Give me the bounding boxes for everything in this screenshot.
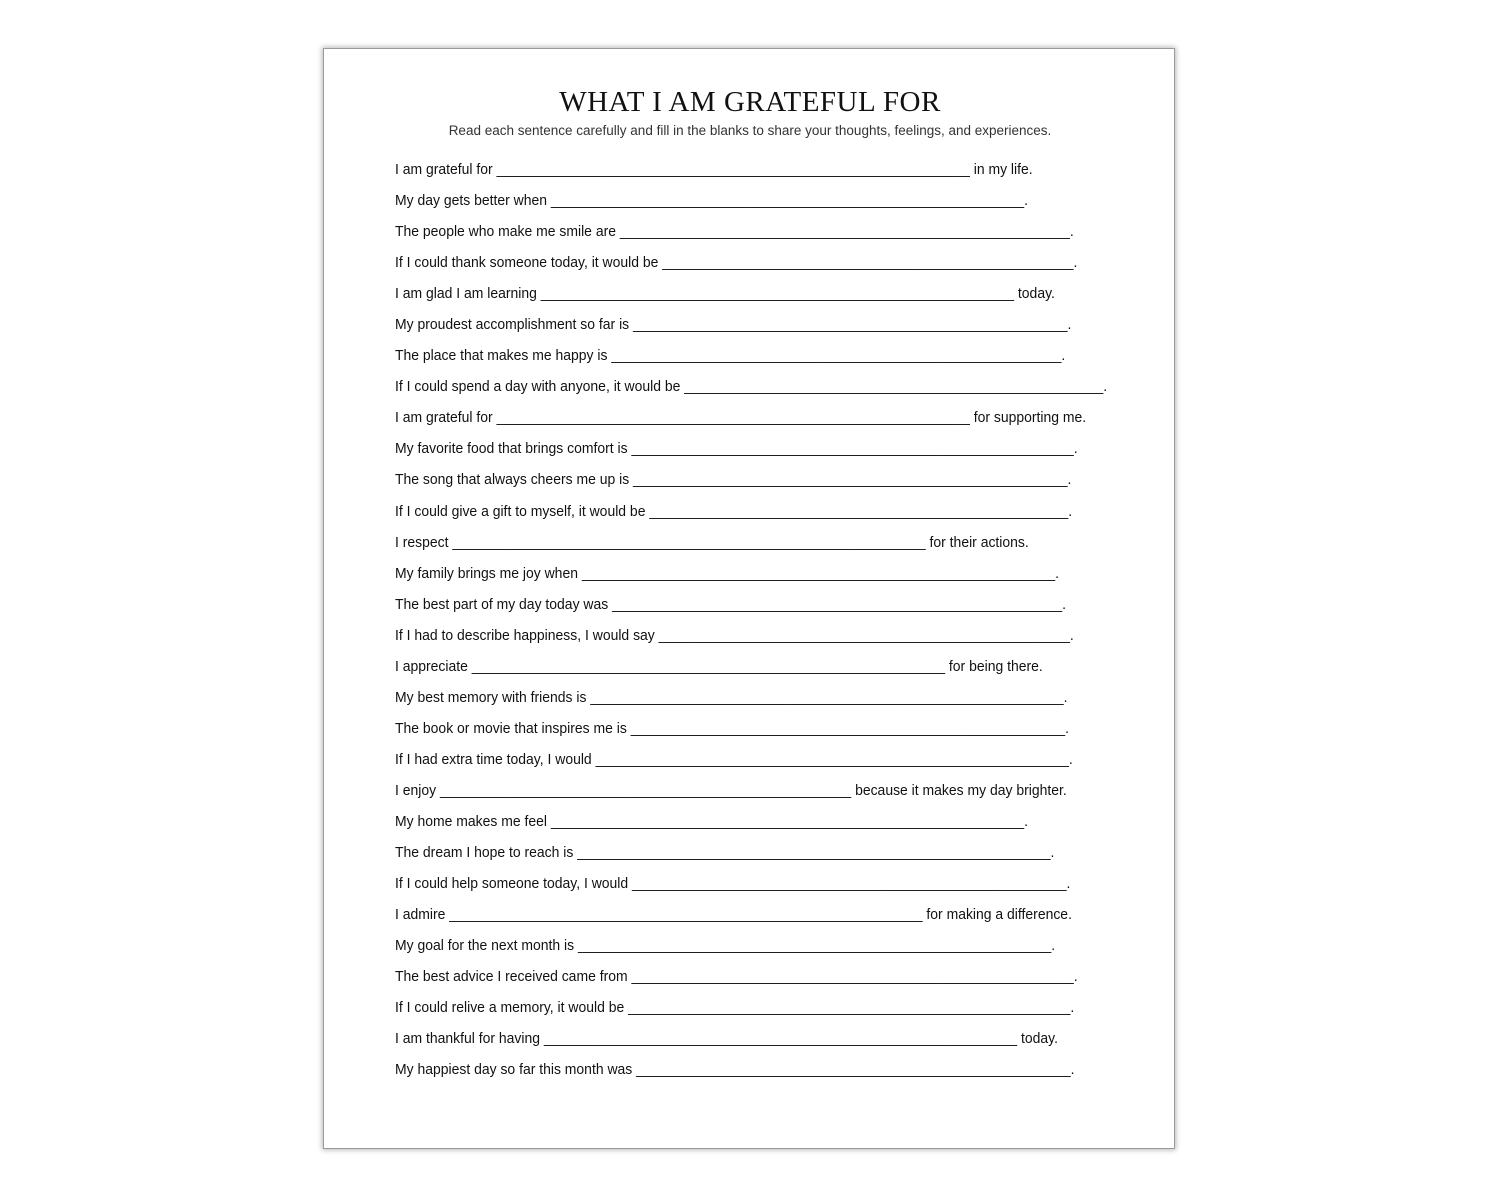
prompt-line (395, 903, 1107, 934)
prompt-text: My day gets better when (395, 192, 551, 210)
prompt-line (395, 779, 1107, 810)
prompt-ending: today. (1014, 285, 1055, 303)
prompt-line (395, 375, 1107, 406)
prompt-line (395, 437, 1107, 468)
prompt-text: If I could spend a day with anyone, it would be (395, 378, 685, 396)
fill-in-blank[interactable]: _____________________________________________________________ (449, 906, 923, 924)
fill-in-blank[interactable]: _____________________________________________________________ (550, 812, 1025, 830)
prompt-ending: because it makes my day brighter. (851, 781, 1067, 799)
prompt-ending: for supporting me. (969, 409, 1087, 427)
prompt-text: I admire (395, 906, 450, 924)
prompt-line (395, 251, 1107, 282)
fill-in-blank[interactable]: _________________________________________________________ (631, 440, 1074, 458)
prompt-text: My favorite food that brings comfort is (395, 440, 632, 458)
prompt-line (395, 872, 1107, 903)
fill-in-blank[interactable]: _____________________________________________________________ (550, 192, 1025, 210)
prompt-ending: . (1068, 502, 1073, 520)
prompt-ending: . (1065, 719, 1070, 737)
prompt-ending: . (1067, 316, 1072, 334)
prompt-line (395, 158, 1107, 189)
prompt-line (395, 748, 1107, 779)
prompt-text: If I could give a gift to myself, it would be (395, 502, 650, 520)
fill-in-blank[interactable]: ________________________________________________________ (636, 1061, 1071, 1079)
prompt-line (395, 655, 1107, 686)
prompt-line (395, 996, 1107, 1027)
prompt-ending: . (1070, 999, 1075, 1017)
fill-in-blank[interactable]: _____________________________________________________________ (471, 657, 946, 675)
fill-in-blank[interactable]: _____________________________________________________________ (577, 844, 1051, 862)
prompt-line (395, 810, 1107, 841)
fill-in-blank[interactable]: _________________________________________________________ (631, 968, 1074, 986)
fill-in-blank[interactable]: _____________________________________________________________ (595, 750, 1069, 768)
fill-in-blank[interactable]: ______________________________________________________ (649, 502, 1069, 520)
prompt-line (395, 220, 1107, 251)
prompt-ending: today. (1017, 1030, 1059, 1048)
prompt-text: The dream I hope to reach is (395, 844, 578, 862)
fill-in-blank[interactable]: ______________________________________________________ (684, 378, 1104, 396)
prompt-text: The best part of my day today was (395, 595, 613, 613)
prompt-ending: . (1069, 223, 1074, 241)
prompt-ending: . (1069, 626, 1074, 644)
prompt-ending: . (1103, 378, 1108, 396)
fill-in-blank[interactable]: _____________________________________________________________ (452, 533, 926, 551)
prompt-text: The song that always cheers me up is (395, 471, 634, 489)
prompt-line (395, 313, 1107, 344)
prompt-text: If I could help someone today, I would (395, 875, 633, 893)
fill-in-blank[interactable]: ________________________________________________________ (633, 471, 1068, 489)
prompt-ending: . (1063, 688, 1068, 706)
prompt-text: I am grateful for (395, 161, 497, 178)
fill-in-blank[interactable]: _____________________________________________________________ (590, 688, 1064, 706)
fill-in-blank[interactable]: ________________________________________________________ (630, 719, 1066, 737)
prompt-text: The book or movie that inspires me is (395, 719, 631, 737)
prompt-ending: . (1073, 968, 1078, 986)
prompt-text: My happiest day so far this month was (395, 1061, 637, 1079)
fill-in-blank[interactable]: _____________________________________________________________ (496, 161, 970, 178)
prompt-ending: . (1024, 812, 1028, 830)
prompt-text: I respect (395, 533, 453, 551)
prompt-line (395, 500, 1107, 531)
prompt-ending: for their actions. (925, 533, 1029, 551)
fill-in-blank[interactable]: __________________________________________________________ (612, 595, 1063, 613)
prompt-ending: . (1050, 844, 1055, 862)
prompt-ending: . (1061, 347, 1066, 365)
prompt-text: I am grateful for (395, 409, 497, 427)
prompt-line (395, 934, 1107, 965)
prompt-ending: . (1067, 471, 1072, 489)
prompt-ending: . (1066, 875, 1071, 893)
prompt-ending: . (1068, 750, 1073, 768)
prompt-line (395, 1058, 1107, 1089)
prompt-line (395, 531, 1107, 562)
prompt-line (395, 686, 1107, 717)
prompt-text: The place that makes me happy is (395, 347, 612, 365)
prompt-line (395, 624, 1107, 655)
prompt-text: I am glad I am learning (395, 285, 541, 303)
prompt-line (395, 593, 1107, 624)
prompt-ending: . (1062, 595, 1066, 613)
prompt-line (395, 189, 1107, 220)
prompt-text: My family brings me joy when (395, 564, 582, 582)
fill-in-blank[interactable]: ________________________________________________________ (632, 875, 1067, 893)
prompt-ending: . (1070, 1061, 1075, 1079)
fill-in-blank[interactable]: __________________________________________________________ (619, 223, 1070, 241)
prompt-text: The best advice I received came from (395, 968, 632, 986)
prompt-line (395, 562, 1107, 593)
prompt-text: If I had extra time today, I would (395, 750, 596, 768)
fill-in-blank[interactable]: _____________________________________________________________ (540, 285, 1015, 303)
prompt-text: I appreciate (395, 657, 472, 675)
prompt-line (395, 282, 1107, 313)
prompt-text: The people who make me smile are (395, 223, 620, 241)
fill-in-blank[interactable]: _____________________________________________________________ (577, 937, 1052, 955)
fill-in-blank[interactable]: __________________________________________________________ (611, 347, 1062, 365)
prompt-text: If I had to describe happiness, I would say (395, 626, 659, 644)
prompt-text: If I could relive a memory, it would be (395, 999, 629, 1017)
prompt-ending: for making a difference. (922, 906, 1072, 924)
fill-in-blank[interactable]: ________________________________________________________ (633, 316, 1068, 334)
prompt-text: If I could thank someone today, it would be (395, 254, 663, 272)
prompt-line (395, 344, 1107, 375)
prompt-list (395, 158, 1161, 1089)
prompt-line (395, 717, 1107, 748)
fill-in-blank[interactable]: _____________________________________________________ (662, 254, 1074, 272)
prompt-line (395, 468, 1107, 499)
prompt-ending: for being there. (945, 657, 1043, 675)
prompt-ending: in my life. (969, 161, 1033, 178)
page-title: WHAT I AM GRATEFUL FOR (559, 86, 941, 118)
prompt-ending: . (1073, 254, 1078, 272)
prompt-text: My home makes me feel (395, 812, 551, 830)
prompt-text: My goal for the next month is (395, 937, 578, 955)
fill-in-blank[interactable]: _________________________________________________________ (628, 999, 1071, 1017)
prompt-line (395, 1027, 1107, 1058)
prompt-text: I am thankful for having (395, 1030, 544, 1048)
prompt-line (395, 841, 1107, 872)
prompt-ending: . (1073, 440, 1078, 458)
fill-in-blank[interactable]: _____________________________________________________ (658, 626, 1070, 644)
prompt-text: I enjoy (395, 781, 440, 799)
prompt-ending: . (1051, 937, 1056, 955)
fill-in-blank[interactable]: _____________________________________________________________ (496, 409, 970, 427)
fill-in-blank[interactable]: _____________________________________________________________ (581, 564, 1056, 582)
prompt-line (395, 406, 1107, 437)
prompt-ending: . (1055, 564, 1059, 582)
fill-in-blank[interactable]: _____________________________________________________________ (543, 1030, 1018, 1048)
fill-in-blank[interactable]: _____________________________________________________ (439, 781, 852, 799)
prompt-text: My best memory with friends is (395, 688, 591, 706)
prompt-text: My proudest accomplishment so far is (395, 316, 634, 334)
page-subtitle: Read each sentence carefully and fill in the blanks to share your thoughts, feelings, and experiences. (448, 123, 1052, 138)
prompt-line (395, 965, 1107, 996)
prompt-ending: . (1024, 192, 1029, 210)
